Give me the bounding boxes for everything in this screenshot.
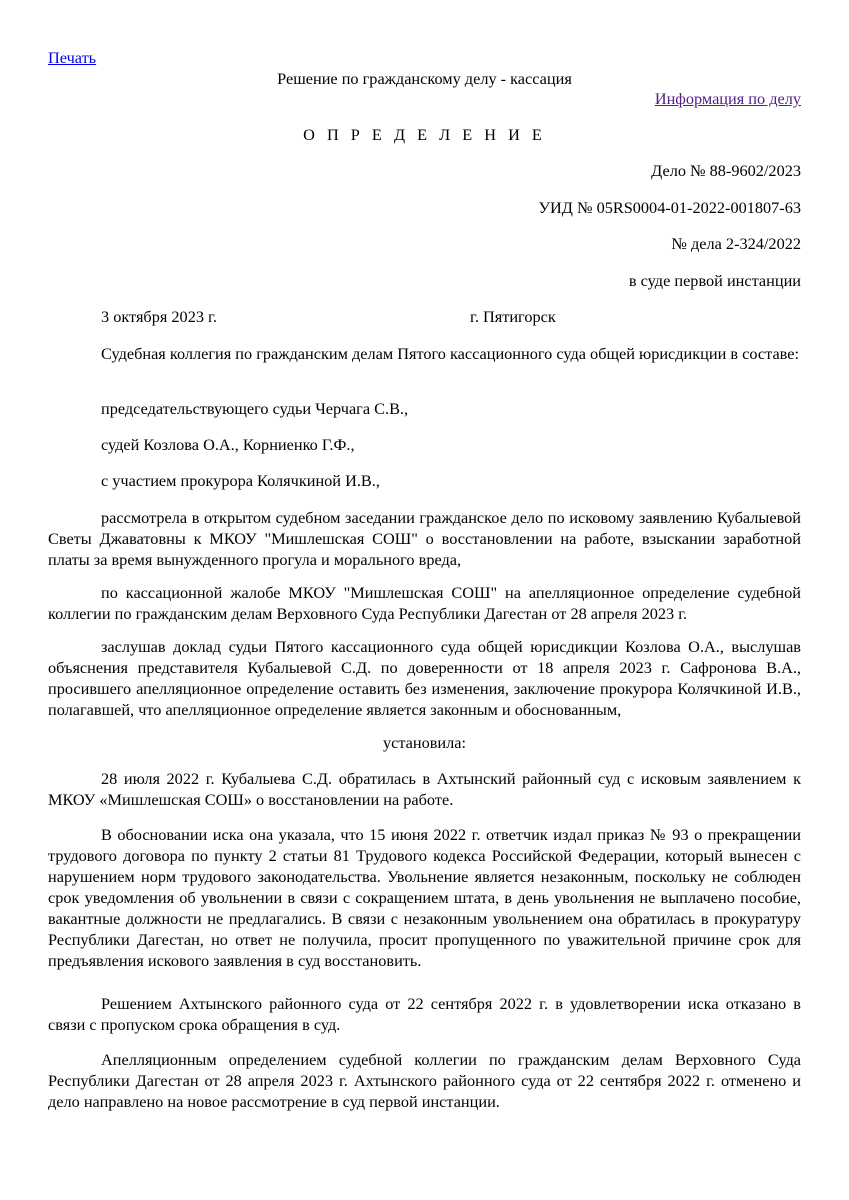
section-label: установила:: [382, 733, 467, 752]
print-link[interactable]: Печать: [48, 48, 97, 67]
paragraph: заслушав доклад судьи Пятого кассационного суда общей юрисдикции Козлова О.А., выслушав объяснения представителя Кубалыевой С.Д. по доверенности от 18 апреля 2023 г. Сафронова В.А., просившего апелляционное определение оставить без изменения, заключение прокурора Колячкиной И.В., полагавшей, что апелляционное определение является законным и обоснованным,: [48, 637, 801, 719]
decision-date: 3 октября 2023 г.: [101, 307, 217, 326]
paragraph: по кассационной жалобе МКОУ "Мишлешская СОШ" на апелляционное определение судебной коллегии по гражданским делам Верховного Суда Республики Дагестан от 28 апреля 2023 г.: [48, 583, 801, 623]
paragraph: В обосновании иска она указала, что 15 июня 2022 г. ответчик издал приказ № 93 о прекращении трудового договора по пункту 2 статьи 81 Трудового кодекса Российской Федерации, который вынесен с нарушением норм трудового законодательства. Увольнение является незаконным, поскольку не соблюден срок уведомления об увольнении в связи с сокращением штата, в день увольнения не выплачено пособие, вакантные должности не предлагались. В связи с незаконным увольнением она обратилась в прокуратуру Республики Дагестан, но ответ не получила, просит пропущенного по уважительной причине срок для предъявления искового заявления в суд восстановить.: [48, 825, 801, 970]
paragraph: судей Козлова О.А., Корниенко Г.Ф.,: [101, 435, 355, 454]
uid-number: УИД № 05RS0004-01-2022-001807-63: [538, 198, 801, 217]
paragraph: с участием прокурора Колячкиной И.В.,: [101, 471, 380, 490]
paragraph: Решением Ахтынского районного суда от 22 сентября 2022 г. в удовлетворении иска отказано в связи с пропуском срока обращения в суд.: [48, 994, 801, 1034]
case-number: Дело № 88-9602/2023: [651, 161, 801, 180]
paragraph: председательствующего судьи Черчага С.В.,: [101, 399, 409, 418]
decision-city: г. Пятигорск: [470, 307, 556, 326]
case-info-link[interactable]: Информация по делу: [654, 89, 801, 108]
first-instance-label: в суде первой инстанции: [628, 271, 801, 290]
paragraph: 28 июля 2022 г. Кубалыева С.Д. обратилась в Ахтынский районный суд с исковым заявлением к МКОУ «Мишлешская СОШ» о восстановлении на работе.: [48, 769, 801, 809]
paragraph: Апелляционным определением судебной коллегии по гражданским делам Верховного Суда Республики Дагестан от 28 апреля 2023 г. Ахтынского районного суда от 22 сентября 2022 г. отменено и дело направлено на новое рассмотрение в суд первой инстанции.: [48, 1050, 801, 1111]
paragraph: рассмотрела в открытом судебном заседании гражданское дело по исковому заявлению Кубалыевой Светы Джаватовны к МКОУ "Мишлешская СОШ" о восстановлении на работе, взыскании заработной платы за время вынужденного прогула и морального вреда,: [48, 508, 801, 569]
first-instance-number: № дела 2-324/2022: [671, 234, 801, 253]
document-heading: О П Р Е Д Е Л Е Н И Е: [303, 125, 546, 144]
page-title: Решение по гражданскому делу - кассация: [277, 69, 572, 88]
paragraph: Судебная коллегия по гражданским делам Пятого кассационного суда общей юрисдикции в составе:: [101, 344, 800, 363]
